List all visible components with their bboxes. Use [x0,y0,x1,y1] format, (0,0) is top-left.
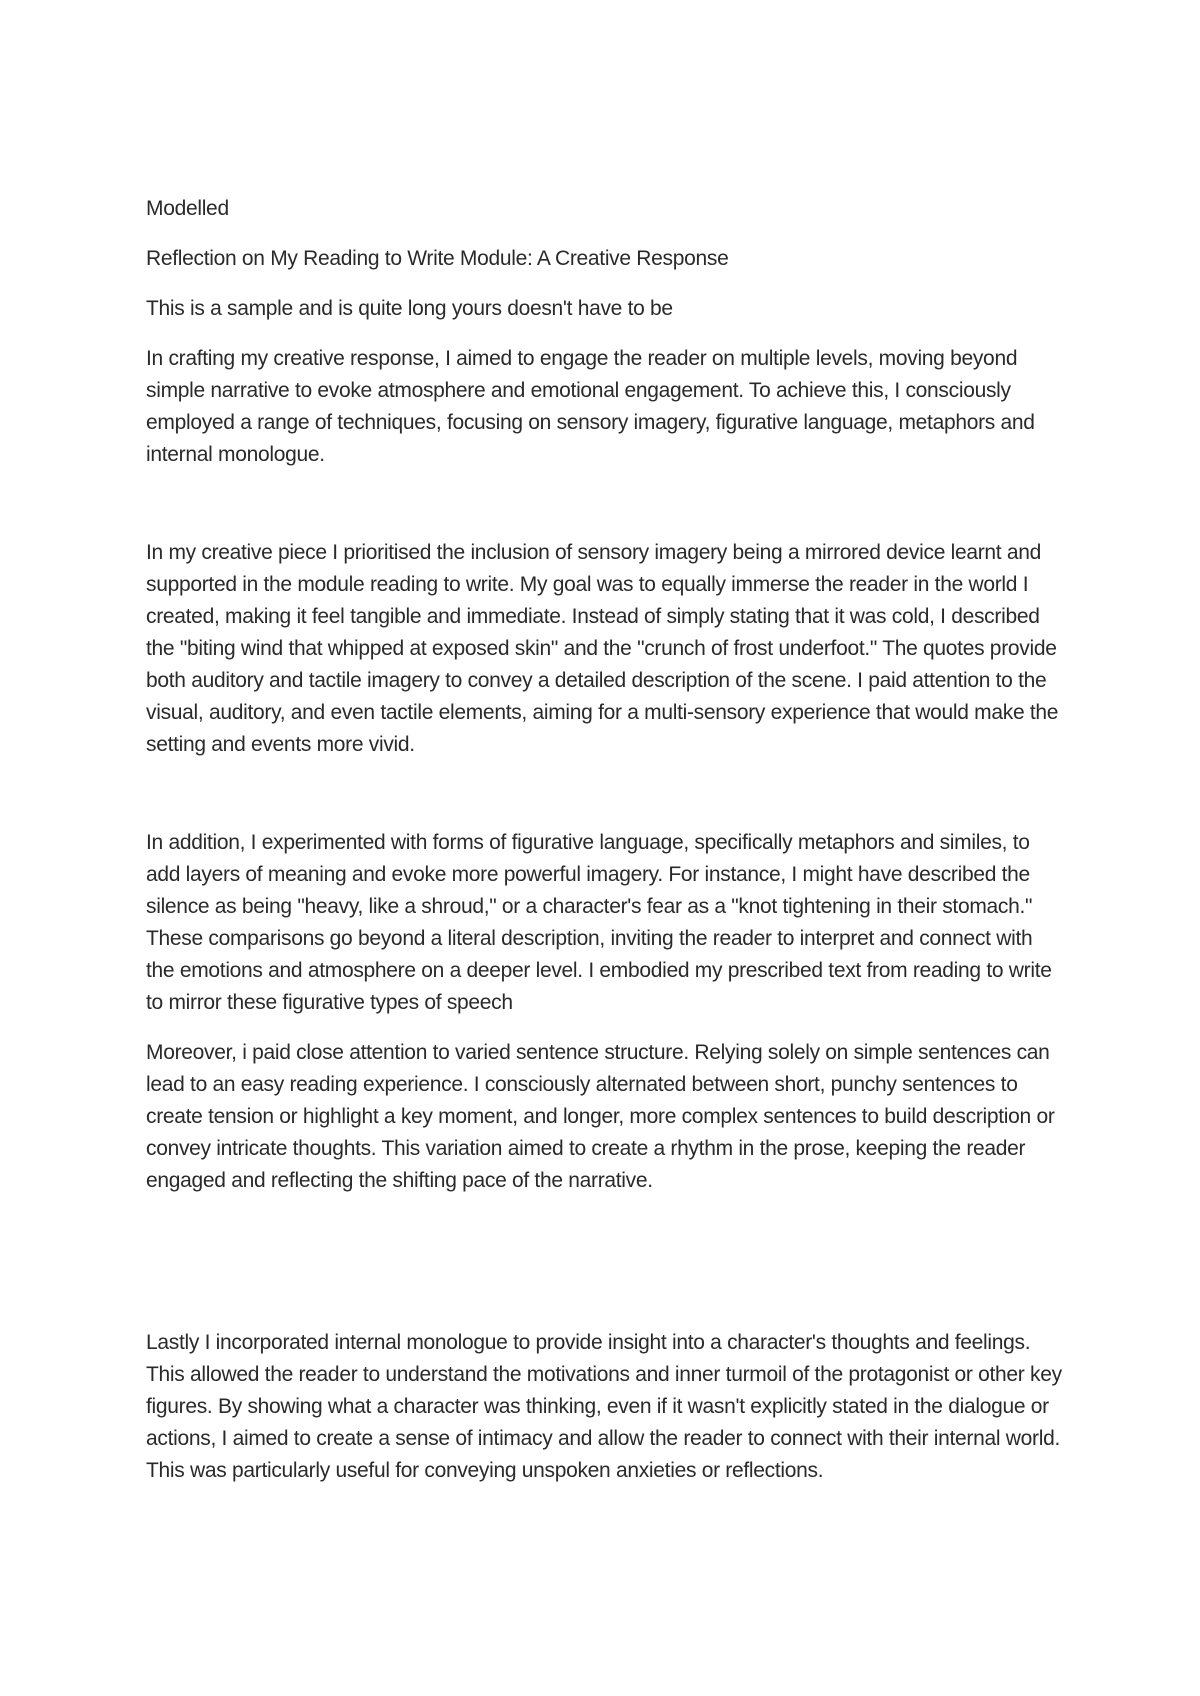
paragraph-internal-monologue: Lastly I incorporated internal monologue to provide insight into a character's thoughts and feelings. This allowed the reader to understand the motivations and inner turmoil of the protagonist or other key figures. By showing what a character was thinking, even if it wasn't explicitly stated in the dialogue or actions, I aimed to create a sense of intimacy and allow the reader to connect with their internal world. This was particularly useful for conveying unspoken anxieties or reflections. [146,1331,1062,1482]
document-label: Modelled [146,197,229,220]
paragraph-figurative-language: In addition, I experimented with forms of figurative language, specifically metaphors and similes, to add layers of meaning and evoke more powerful imagery. For instance, I might have described the silence as being "heavy, like a shroud," or a character's fear as a "knot tightening in their stomach." These comparisons go beyond a literal description, inviting the reader to interpret and connect with the emotions and atmosphere on a deeper level. I embodied my prescribed text from reading to write to mirror these figurative types of speech [146,831,1052,1014]
paragraph-sensory-imagery: In my creative piece I prioritised the inclusion of sensory imagery being a mirrored device learnt and supported in the module reading to write. My goal was to equally immerse the reader in the world I created, making it feel tangible and immediate. Instead of simply stating that it was cold, I described the "biting wind that whipped at exposed skin" and the "crunch of frost underfoot." The quotes provide both auditory and tactile imagery to convey a detailed description of the scene. I paid attention to the visual, auditory, and even tactile elements, aiming for a multi-sensory experience that would make the setting and events more vivid. [146,541,1059,756]
paragraph-intro: In crafting my creative response, I aimed to engage the reader on multiple levels, moving beyond simple narrative to evoke atmosphere and emotional engagement. To achieve this, I consciously employed a range of techniques, focusing on sensory imagery, figurative language, metaphors and internal monologue. [146,347,1035,466]
document-title: Reflection on My Reading to Write Module: A Creative Response [146,247,729,270]
document-body [146,193,1064,1487]
document-note: This is a sample and is quite long yours doesn't have to be [146,297,673,320]
paragraph-sentence-structure: Moreover, i paid close attention to varied sentence structure. Relying solely on simple sentences can lead to an easy reading experience. I consciously alternated between short, punchy sentences to create tension or highlight a key moment, and longer, more complex sentences to build description or convey intricate thoughts. This variation aimed to create a rhythm in the prose, keeping the reader engaged and reflecting the shifting pace of the narrative. [146,1041,1055,1192]
